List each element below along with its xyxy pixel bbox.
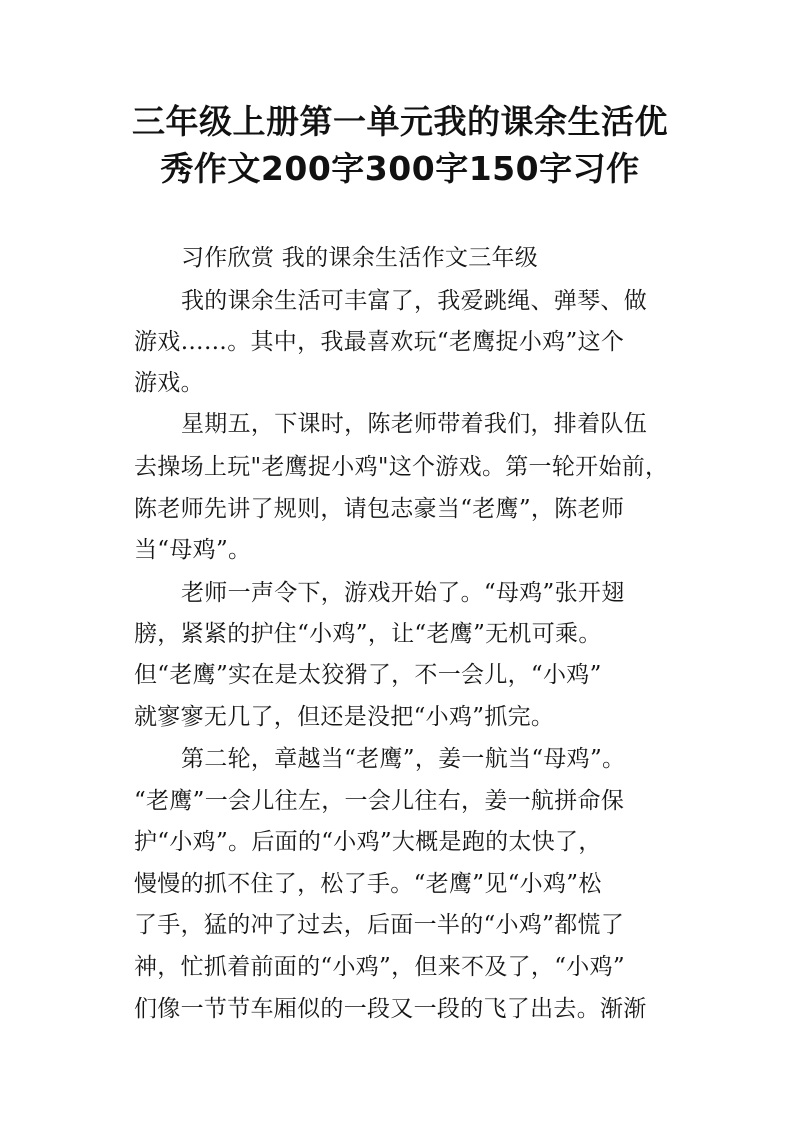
document-title-line-2: 秀作文200字300字150字习作 [160,149,640,188]
text-line: 们像一节节车厢似的一段又一段的飞了出去。渐渐 [134,996,647,1022]
text-line: “老鹰”一会儿往左，一会儿往右，姜一航拼命保 [134,788,625,814]
text-line: 慢慢的抓不住了，松了手。“老鹰”见“小鸡”松 [134,871,602,897]
text-line: 第二轮，章越当“老鹰”，姜一航当“母鸡”。 [181,746,626,772]
text-line: 当“母鸡”。 [134,537,252,563]
text-line: 去操场上玩"老鹰捉小鸡"这个游戏。第一轮开始前， [134,454,669,480]
text-line: 膀，紧紧的护住“小鸡”，让“老鹰”无机可乘。 [134,621,602,647]
text-line: 星期五，下课时，陈老师带着我们，排着队伍 [181,411,647,437]
text-line: 神，忙抓着前面的“小鸡”，但来不及了，“小鸡” [134,954,625,980]
text-line: 了手，猛的冲了过去，后面一半的“小鸡”都慌了 [134,912,625,938]
text-line: 游戏。 [134,370,204,396]
text-line: 我的课余生活可丰富了，我爱跳绳、弹琴、做 [181,288,647,314]
document-title-line-1: 三年级上册第一单元我的课余生活优 [132,102,668,141]
text-line: 护“小鸡”。后面的“小鸡”大概是跑的太快了， [134,829,602,855]
text-line: 游戏……。其中，我最喜欢玩“老鹰捉小鸡”这个 [134,329,625,355]
text-line: 但“老鹰”实在是太狡猾了，不一会儿，“小鸡” [134,662,602,688]
text-line: 陈老师先讲了规则，请包志豪当“老鹰”，陈老师 [134,496,625,522]
text-line: 习作欣赏 我的课余生活作文三年级 [181,245,539,271]
text-line: 就寥寥无几了，但还是没把“小鸡”抓完。 [134,704,555,730]
text-line: 老师一声令下，游戏开始了。“母鸡”张开翅 [181,580,625,606]
